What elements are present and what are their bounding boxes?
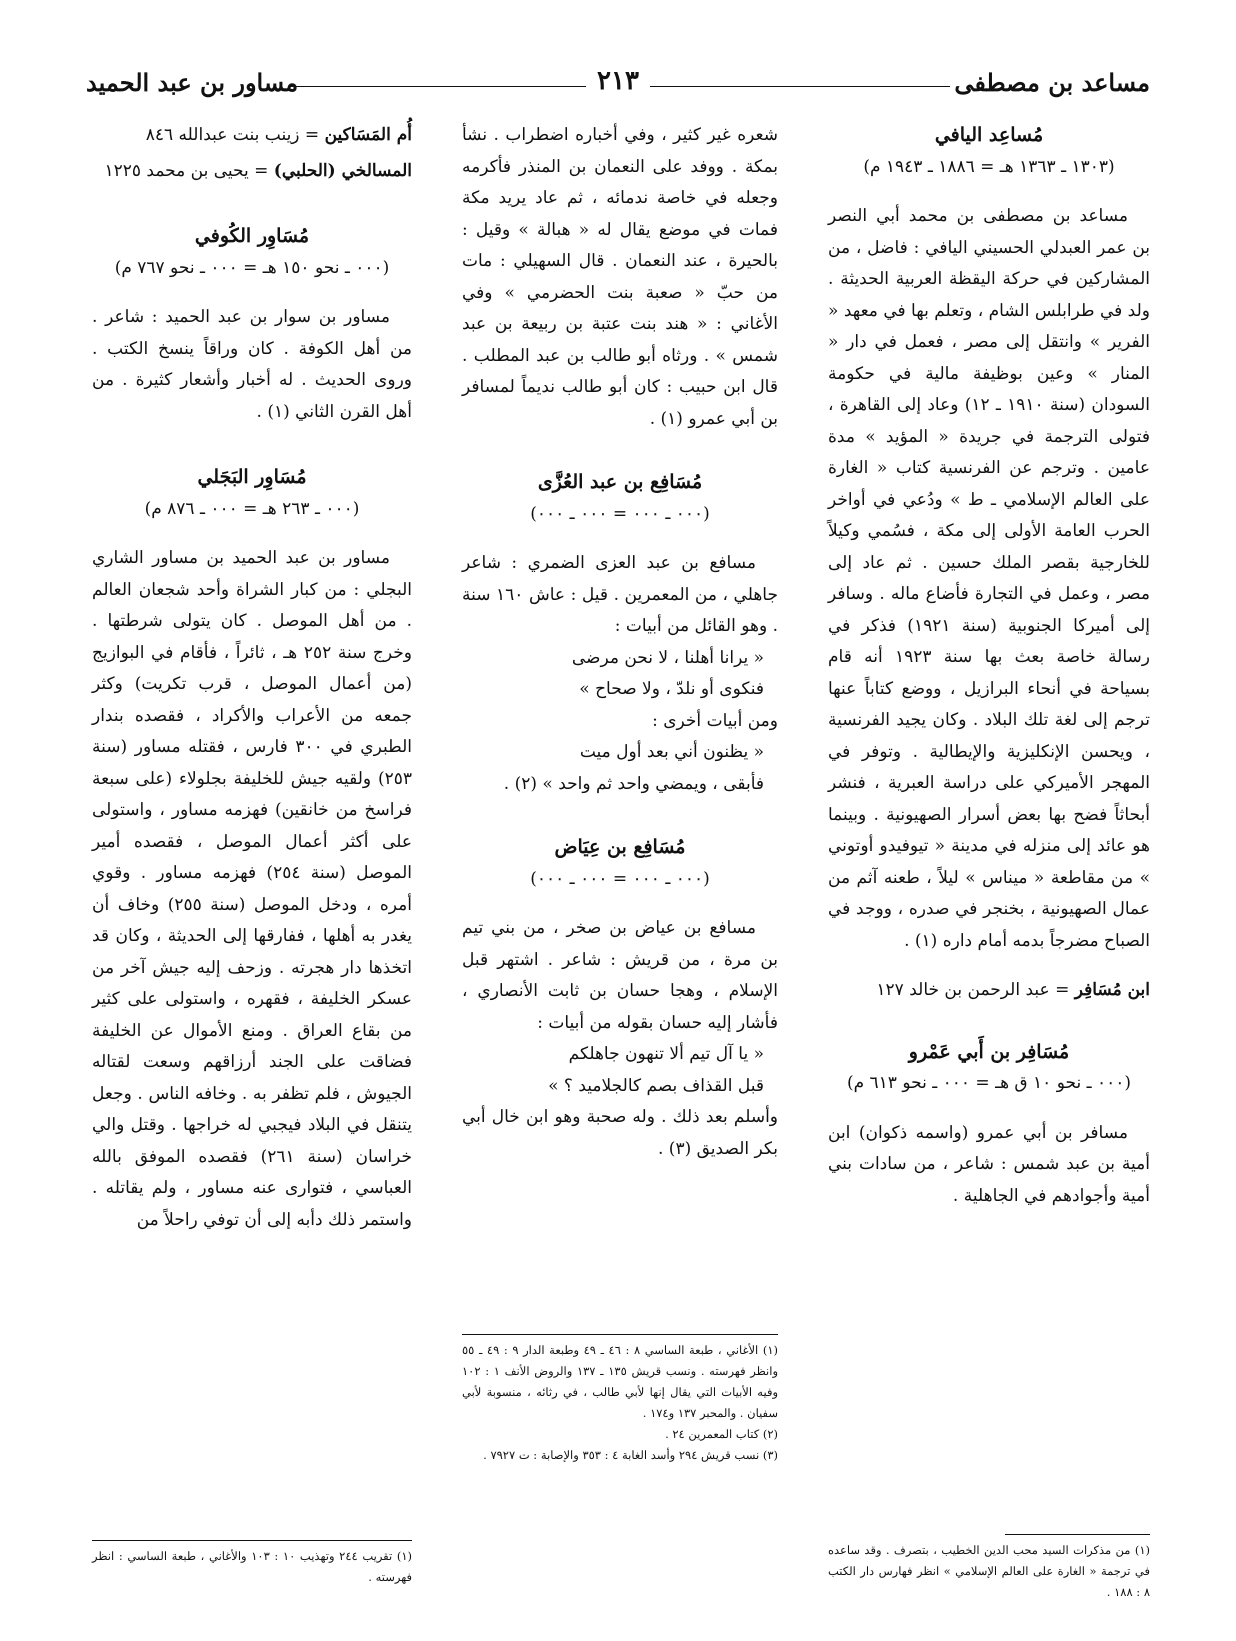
cross-reference: [92, 156, 412, 188]
entry-body: مسافع بن عبد العزى الضمري : شاعر جاهلي ، من المعمرين . قيل : عاش ١٦٠ سنة . وهو القائل من أبيات :: [462, 553, 778, 636]
cross-reference-head: أُم المَسَاكين: [324, 125, 412, 145]
poem-line: « يا آل تيم ألا تنهون جاهلكم: [568, 1044, 764, 1064]
entry-body: وأسلم بعد ذلك . وله صحبة وهو ابن خال أبي بكر الصديق (٣) .: [462, 1107, 778, 1159]
footnote: (٣) نسب قريش ٢٩٤ وأسد الغابة ٤ : ٣٥٣ والإصابة : ت ٧٩٢٧ .: [483, 1448, 778, 1462]
entry-dates: (٠٠٠ ـ ٠٠٠ = ٠٠٠ ـ ٠٠٠): [530, 868, 710, 889]
column-left: [92, 120, 412, 1254]
page-number: ٢١٣: [589, 66, 647, 96]
entry-dates: (٠٠٠ ـ نحو ١٠ ق هـ = ٠٠٠ ـ نحو ٦١٣ م): [846, 1073, 1132, 1093]
entry-body: مساعد بن مصطفى بن محمد أبي النصر بن عمر العبدلي الحسيني اليافي : فاضل ، من المشاركين في حركة اليقظة العربية الحديثة . ولد في طرابلس الشام ، وتعلم بها في معهد « الفرير » وانتقل إلى مصر ، فعمل في دار « المنار » وعين بوظيفة مالية في حكومة السودان (سنة ١٩١٠ ـ ١٢) وعاد إلى القاهرة ، فتولى الترجمة في جريدة « المؤيد » مدة عامين . وترجم عن الفرنسية كتاب « الغارة على العالم الإسلامي ـ ط » ودُعي في أواخر الحرب العامة الأولى إلى مكة ، فسُمي وكيلاً للخارجية بقصر الملك حسين . ثم عاد إلى مصر ، وعمل في التجارة فأضاع ماله . وسافر إلى أميركا الجنوبية (سنة ١٩٢١) فذكر في رسالة خاصة بعث بها سنة ١٩٢٣ أنه قام بسياحة في أنحاء البرازيل ، ووضع كتاباً عنها ترجم إلى لغة تلك البلاد . وكان يجيد الفرنسية ، ويحسن الإنكليزية والإيطالية . وتوفر في المهجر الأميركي على دراسة العبرية ، فنشر أبحاثاً فضح بها بعض أسرار الصهيونية . وبينما هو عائد إلى منزله في مدينة « تيوفيدو أوتوني » من مقاطعة « ميناس » ليلاً ، طعنه آثم من عمال الصهيونية ، بخنجر في صدره ، ووجد في الصباح مضرجاً بدمه أمام داره (١) .: [828, 206, 1150, 951]
column-middle: [462, 120, 778, 1165]
header-rule: [291, 86, 586, 87]
cross-reference-head: ابن مُسَافِر: [1074, 980, 1150, 1000]
entry-dates: (٠٠٠ ـ ٢٦٣ هـ = ٠٠٠ ـ ٨٧٦ م): [144, 498, 360, 519]
header-rule: [650, 86, 950, 87]
poem-line: قبل القذاف بصم كالجلاميد ؟ »: [548, 1075, 764, 1096]
cross-reference-target: = زينب بنت عبدالله ٨٤٦: [145, 125, 325, 145]
entry-title: مُسَافِع بن عِيَاض: [554, 836, 686, 858]
poem-line: « يظنون أني بعد أول ميت: [579, 742, 764, 762]
cross-reference-target: = يحيى بن محمد ١٢٢٥: [104, 160, 274, 181]
footnote: (١) من مذكرات السيد محب الدين الخطيب ، بتصرف . وقد ساعده في ترجمة « الغارة على العالم الإسلامي » انظر فهارس دار الكتب ٨ : ١٨٨ .: [828, 1543, 1150, 1599]
entry-body: مسافر بن أبي عمرو (واسمه ذكوان) ابن أمية بن عبد شمس : شاعر ، من سادات بني أمية وأجوادهم في الجاهلية .: [828, 1122, 1150, 1206]
poem-line: « يرانا أهلنا ، لا نحن مرضى: [571, 647, 764, 668]
footnotes: [462, 1340, 778, 1466]
entry-dates: (٠٠٠ ـ ٠٠٠ = ٠٠٠ ـ ٠٠٠): [530, 503, 710, 524]
header-first-entry: مساعد بن مصطفى: [954, 68, 1150, 97]
footnote: (٢) كتاب المعمرين ٢٤ .: [665, 1427, 778, 1441]
entry-body: ومن أبيات أخرى :: [652, 710, 778, 731]
entry-body: مسافع بن عياض بن صخر ، من بني تيم بن مرة ، من قريش : شاعر . اشتهر قبل الإسلام ، وهجا حسان بن ثابت الأنصاري ، فأشار إليه حسان بقوله من أبيات :: [462, 918, 778, 1033]
entry-body: مساور بن سوار بن عبد الحميد : شاعر . من أهل الكوفة . كان وراقاً ينسخ الكتب . وروى الحديث . له أخبار وأشعار كثيرة . من أهل القرن الثاني (١) .: [92, 307, 412, 422]
footnote-rule: [1005, 1534, 1150, 1535]
footnote-rule: [462, 1334, 778, 1335]
header-last-entry: مساور بن عبد الحميد: [86, 68, 299, 97]
entry-title: مُسَافِع بن عبد العُزَّى: [537, 471, 703, 493]
entry-title: مُساعِد اليافي: [934, 124, 1044, 146]
running-header: [86, 62, 1150, 108]
footnote: (١) الأغاني ، طبعة الساسي ٨ : ٤٦ ـ ٤٩ وطبعة الدار ٩ : ٤٩ ـ ٥٥ وانظر فهرسته . ونسب قريش ١٣٥ ـ ١٣٧ والروض الأنف ١ : ١٠٢ وفيه الأبيات التي يقال إنها لأبي طالب ، في رثائه ، منسوبة لأبي سفيان . والمحبر ١٣٧ و١٧٤ .: [462, 1343, 779, 1420]
footnote: (١) تقريب ٢٤٤ وتهذيب ١٠ : ١٠٣ والأغاني ، طبعة الساسي : انظر فهرسته .: [92, 1549, 412, 1584]
entry-dates: (١٣٠٣ ـ ١٣٦٣ هـ = ١٨٨٦ ـ ١٩٤٣ م): [863, 156, 1115, 177]
column-right: [828, 120, 1150, 1230]
entry-dates: (٠٠٠ ـ نحو ١٥٠ هـ = ٠٠٠ ـ نحو ٧٦٧ م): [114, 257, 390, 278]
cross-reference-target: = عبد الرحمن بن خالد ١٢٧: [876, 980, 1075, 1000]
entry-title: مُسَاوِر البَجَلي: [197, 466, 307, 488]
cross-reference: [92, 120, 412, 152]
poem-line: فنكوى أو نلدّ ، ولا صحاح »: [579, 679, 764, 699]
footnote-rule: [92, 1540, 412, 1541]
cross-reference-head: المسالخي (الحلبي): [273, 160, 412, 181]
cross-reference: [828, 975, 1150, 1007]
entry-body: مساور بن عبد الحميد بن مساور الشاري البجلي : من كبار الشراة وأحد شجعان العالم . من أهل الموصل . كان يتولى شرطتها . وخرج سنة ٢٥٢ هـ ، ثائراً ، فأقام في البوازيج (من أعمال الموصل ، قرب تكريت) وكثر جمعه من الأعراب والأكراد ، فقصده بندار الطبري في ٣٠٠ فارس ، فقتله مساور (سنة ٢٥٣) ولقيه جيش للخليفة بجلولاء (على سبعة فراسخ من خانقين) فهزمه مساور ، واستولى على أكثر أعمال الموصل ، فقصده أمير الموصل (سنة ٢٥٤) فهزمه مساور . وقوي أمره ، ودخل الموصل (سنة ٢٥٥) وخاف أن يغدر به أهلها ، ففارقها إلى الحديثة ، وكان قد اتخذها دار هجرته . وزحف إليه جيش آخر من عسكر الخليفة ، فقهره ، واستولى على كثير من بقاع العراق . ومنع الأموال عن الخليفة فضاقت على الجند أرزاقهم وسعت لقتاله الجيوش ، فلم تظفر به . وخافه الناس . وجعل يتنقل في البلاد فيجبي له خراجها . وقتل والي خراسان (سنة ٢٦١) فقصده الموفق بالله العباسي ، فتوارى عنه مساور ، ولم يقاتله . واستمر ذلك دأبه إلى أن توفي راحلاً من: [92, 548, 413, 1230]
poem-line: فأبقى ، ويمضي واحد ثم واحد » (٢) .: [503, 773, 764, 794]
entry-body-continued: شعره غير كثير ، وفي أخباره اضطراب . نشأ بمكة . ووفد على النعمان بن المنذر فأكرمه وجعله في خاصة ندمائه ، ثم عاد يريد مكة فمات في موضع يقال له « هبالة » وقيل : بالحيرة ، عند النعمان . قال السهيلي : مات من حبّ « صعبة بنت الحضرمي » وفي الأغاني : « هند بنت عتبة بن ربيعة بن عبد شمس » . ورثاه أبو طالب بن عبد المطلب . قال ابن حبيب : كان أبو طالب نديماً لمسافر بن أبي عمرو (١) .: [462, 125, 778, 429]
entry-title: مُسَافِر بن أَبي عَمْرو: [908, 1040, 1070, 1063]
entry-title: مُسَاوِر الكُوفي: [194, 225, 310, 247]
